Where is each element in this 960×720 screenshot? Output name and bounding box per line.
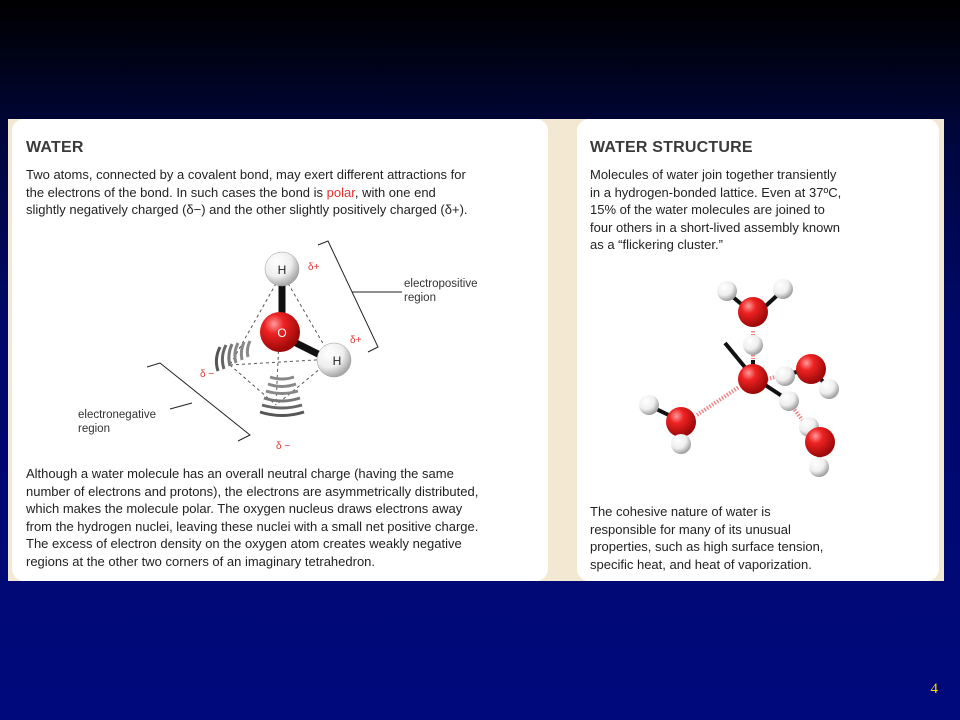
structure-intro-line-3: 15% of the water molecules are joined to: [590, 202, 825, 217]
structure-intro-line-5: as a “flickering cluster.”: [590, 237, 723, 252]
hydrogen-atom: [717, 281, 737, 301]
electropositive-label: [404, 277, 478, 305]
electropositive-bracket: [318, 241, 378, 352]
electropositive-label-line2: region: [404, 292, 436, 304]
body-line-3: which makes the molecule polar. The oxygen nucleus draws electrons away: [26, 501, 463, 516]
hydrogen-atom: [819, 379, 839, 399]
delta-plus-top: δ+: [308, 262, 320, 273]
electronegative-label-line1: electronegative: [78, 409, 156, 421]
hydrogen-atom: [743, 335, 763, 355]
body-line-2: number of electrons and protons), the electrons are asymmetrically distributed,: [26, 483, 479, 499]
structure-intro-line-1: Molecules of water join together transiently: [590, 167, 837, 182]
slide-page-number: 4: [930, 681, 938, 697]
delta-minus-bottom: δ −: [276, 441, 291, 452]
intro-line-3: slightly negatively charged (δ−) and the other slightly positively charged (δ+).: [26, 202, 468, 217]
body-line-1: Although a water molecule has an overall neutral charge (having the same: [26, 466, 454, 481]
water-structure-title: WATER STRUCTURE: [590, 139, 753, 156]
body-line-5: The excess of electron density on the oxygen atom creates weakly negative: [26, 536, 462, 551]
water-structure-body: [590, 503, 823, 573]
structure-intro-line-2: in a hydrogen-bonded lattice. Even at 37ºC,: [590, 184, 842, 200]
intro-line-2: [26, 184, 468, 202]
electronegative-label-line2: region: [78, 423, 110, 435]
water-structure-card: [577, 119, 939, 581]
electropositive-label-line1: electropositive: [404, 278, 478, 290]
hydrogen-top-label: H: [277, 263, 287, 277]
hydrogen-atom: [671, 434, 691, 454]
body-line-4: from the hydrogen nuclei, leaving these nuclei with a small net positive charge.: [26, 518, 479, 534]
water-body: [26, 465, 478, 570]
water-card: [12, 119, 548, 581]
intro-line-2a: the electrons of the bond. In such cases the bond is: [26, 184, 327, 200]
oxygen-atom: [738, 297, 768, 327]
water-title: WATER: [26, 139, 84, 156]
structure-body-line-1: The cohesive nature of water is: [590, 504, 771, 519]
intro-line-2b: , with one end: [354, 184, 436, 200]
structure-body-line-4: specific heat, and heat of vaporization.: [590, 556, 812, 572]
polar-term: polar: [326, 184, 355, 200]
electronegative-leader: [170, 403, 192, 409]
intro-line-1: Two atoms, connected by a covalent bond, may exert different attractions for: [26, 167, 466, 182]
oxygen-atom: [805, 427, 835, 457]
electronegative-label: [78, 408, 156, 436]
structure-body-line-3: properties, such as high surface tension,: [590, 539, 824, 554]
hydrogen-atom: [779, 391, 799, 411]
hydrogen-right-label: H: [332, 354, 342, 368]
hydrogen-atom: [773, 279, 793, 299]
oxygen-label: O: [277, 326, 287, 340]
left-electron-cloud: [216, 341, 250, 371]
oxygen-atom: [796, 354, 826, 384]
delta-plus-right: δ+: [350, 335, 362, 346]
flickering-cluster-diagram: [577, 269, 939, 499]
water-structure-intro: [590, 166, 841, 254]
oxygen-atom: [666, 407, 696, 437]
delta-minus-left: δ −: [200, 369, 215, 380]
oxygen-atom-central: [738, 364, 768, 394]
structure-body-line-2: responsible for many of its unusual: [590, 521, 791, 537]
body-line-6: regions at the other two corners of an imaginary tetrahedron.: [26, 553, 376, 569]
structure-intro-line-4: four others in a short-lived assembly known: [590, 219, 841, 235]
hydrogen-atom: [809, 457, 829, 477]
water-intro: [26, 166, 468, 219]
hydrogen-atom: [639, 395, 659, 415]
hydrogen-atom: [775, 366, 795, 386]
electronegative-bracket: [147, 363, 250, 441]
